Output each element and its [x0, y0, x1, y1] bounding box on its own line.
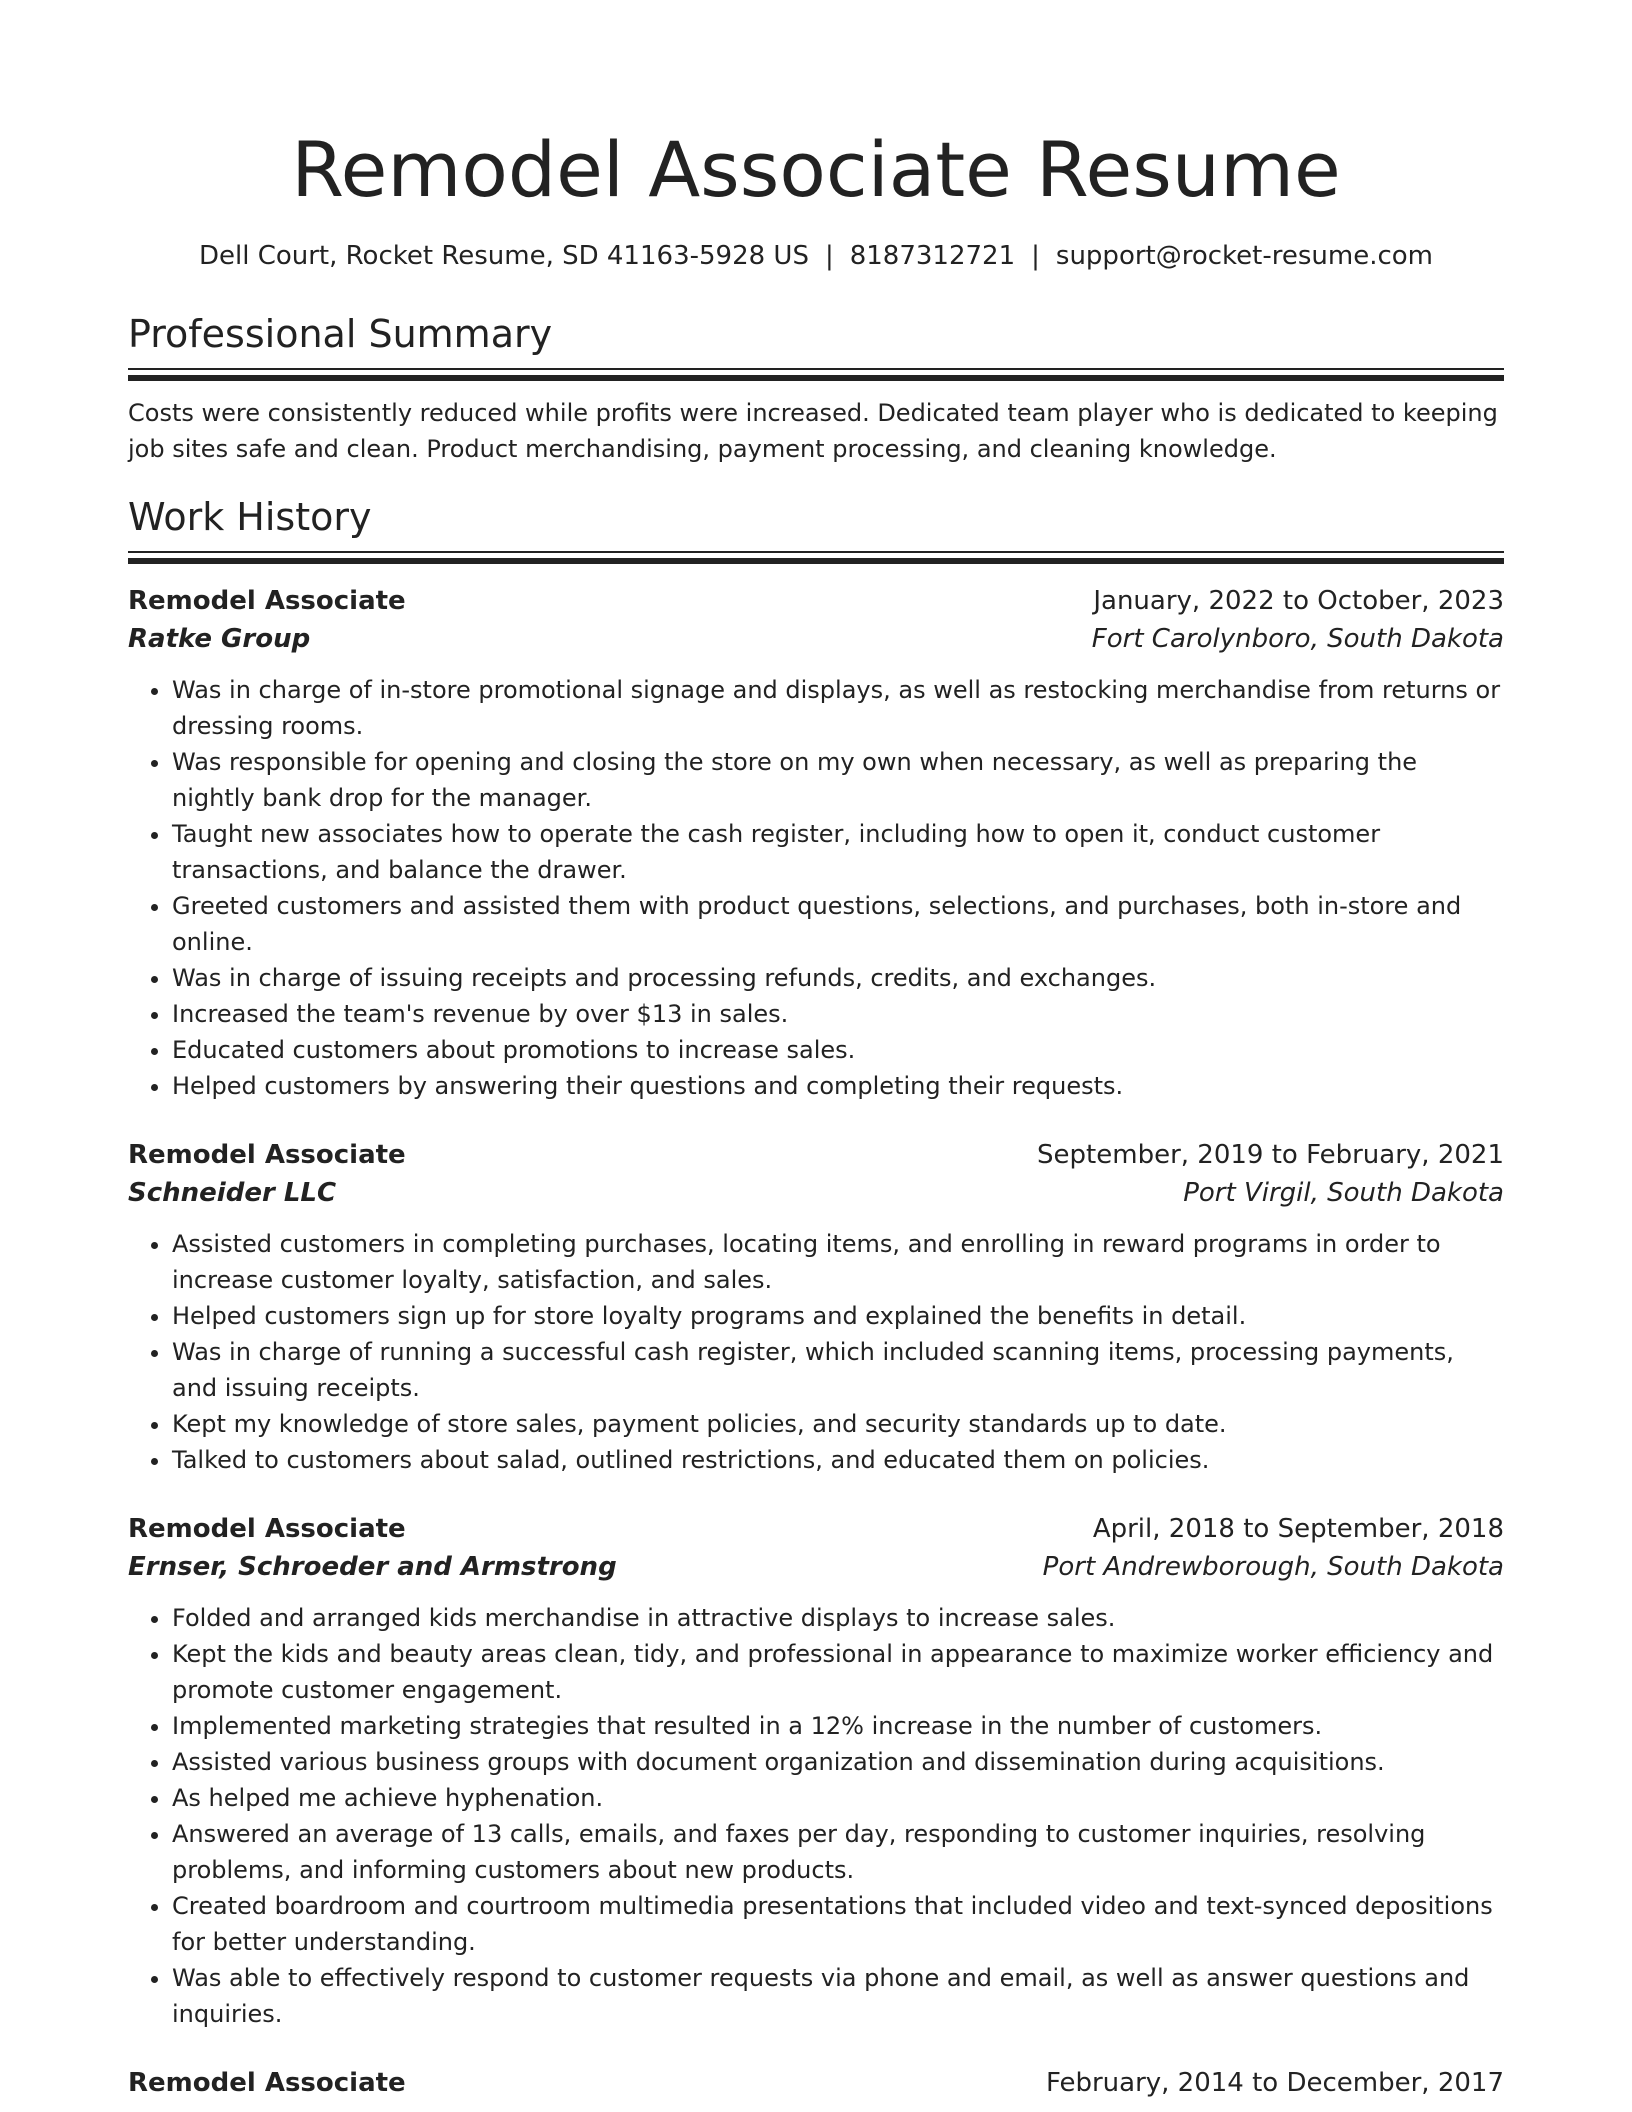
job-bullet: • Created boardroom and courtroom multimedia presentations that included video and text-synced depositions for better understanding. — [172, 1888, 1504, 1960]
job-bullet: • Was in charge of running a successful cash register, which included scanning items, processing payments, and issuing receipts. — [172, 1334, 1504, 1406]
job-bullet: • Helped customers by answering their questions and completing their requests. — [172, 1068, 1504, 1104]
job-title: Remodel Associate — [128, 1514, 406, 1544]
job-bullet: • Assisted various business groups with document organization and dissemination during acquisitions. — [172, 1744, 1504, 1780]
contact-phone: 8187312721 — [849, 241, 1016, 271]
job-entry — [128, 1136, 1504, 1478]
job-bullet: • Was in charge of issuing receipts and processing refunds, credits, and exchanges. — [172, 960, 1504, 996]
section-divider — [128, 551, 1504, 564]
job-bullet: • Answered an average of 13 calls, emails, and faxes per day, responding to customer inquiries, resolving problems, and informing customers about new products. — [172, 1816, 1504, 1888]
job-bullet: • Helped customers sign up for store loyalty programs and explained the benefits in detail. — [172, 1298, 1504, 1334]
job-bullet: • Was responsible for opening and closing the store on my own when necessary, as well as preparing the nightly bank drop for the manager. — [172, 744, 1504, 816]
contact-address: Dell Court, Rocket Resume, SD 41163-5928 US — [198, 241, 809, 271]
job-bullet: • Kept the kids and beauty areas clean, tidy, and professional in appearance to maximize worker efficiency and promote customer engagement. — [172, 1636, 1504, 1708]
job-bullet: • Increased the team's revenue by over $13 in sales. — [172, 996, 1504, 1032]
job-bullet: • Talked to customers about salad, outlined restrictions, and educated them on policies. — [172, 1442, 1504, 1478]
job-bullet: • Kept my knowledge of store sales, payment policies, and security standards up to date. — [172, 1406, 1504, 1442]
job-title: Remodel Associate — [128, 586, 406, 616]
job-dates: April, 2018 to September, 2018 — [1092, 1514, 1504, 1544]
section-divider — [128, 368, 1504, 381]
work-history-section — [128, 493, 1504, 2102]
job-bullets — [128, 1226, 1504, 1478]
job-bullet: • Educated customers about promotions to increase sales. — [172, 1032, 1504, 1068]
job-bullets — [128, 1600, 1504, 2032]
job-location: Port Andrewborough, South Dakota — [1042, 1552, 1504, 1582]
job-entry — [128, 2064, 1504, 2102]
job-company: Schneider LLC — [128, 1178, 337, 1208]
contact-line — [128, 238, 1504, 274]
job-bullet: • Was able to effectively respond to customer requests via phone and email, as well as answer questions and inquiries. — [172, 1960, 1504, 2032]
job-title: Remodel Associate — [128, 1140, 406, 1170]
job-title: Remodel Associate — [128, 2068, 406, 2098]
job-entry — [128, 1510, 1504, 2032]
job-dates: January, 2022 to October, 2023 — [1093, 586, 1504, 616]
summary-text: Costs were consistently reduced while profits were increased. Dedicated team player who is dedicated to keeping job sites safe and clean. Product merchandising, payment processing, and cleaning knowledge. — [128, 399, 1498, 463]
resume-page — [128, 0, 1504, 2102]
section-heading-work-history: Work History — [128, 495, 372, 539]
job-bullets — [128, 672, 1504, 1104]
job-bullet: • Folded and arranged kids merchandise in attractive displays to increase sales. — [172, 1600, 1504, 1636]
section-heading-summary: Professional Summary — [128, 312, 553, 356]
contact-separator: | — [1031, 241, 1040, 271]
job-bullet: • Greeted customers and assisted them with product questions, selections, and purchases, both in-store and online. — [172, 888, 1504, 960]
job-dates: February, 2014 to December, 2017 — [1045, 2068, 1504, 2098]
job-bullet: • Taught new associates how to operate the cash register, including how to open it, conduct customer transactions, and balance the drawer. — [172, 816, 1504, 888]
job-bullet: • Was in charge of in-store promotional signage and displays, as well as restocking merchandise from returns or dressing rooms. — [172, 672, 1504, 744]
job-location: Fort Carolynboro, South Dakota — [1091, 624, 1504, 654]
job-bullet: • As helped me achieve hyphenation. — [172, 1780, 1504, 1816]
professional-summary-section — [128, 310, 1504, 467]
contact-email[interactable]: support@rocket-resume.com — [1055, 241, 1434, 271]
job-bullet: • Implemented marketing strategies that resulted in a 12% increase in the number of customers. — [172, 1708, 1504, 1744]
job-entry — [128, 582, 1504, 1104]
job-company: Ratke Group — [128, 624, 311, 654]
job-company: Ernser, Schroeder and Armstrong — [128, 1552, 617, 1582]
job-location: Port Virgil, South Dakota — [1183, 1178, 1504, 1208]
job-bullet: • Assisted customers in completing purchases, locating items, and enrolling in reward programs in order to increase customer loyalty, satisfaction, and sales. — [172, 1226, 1504, 1298]
contact-separator: | — [824, 241, 834, 271]
job-dates: September, 2019 to February, 2021 — [1037, 1140, 1504, 1170]
resume-title: Remodel Associate Resume — [291, 125, 1341, 214]
